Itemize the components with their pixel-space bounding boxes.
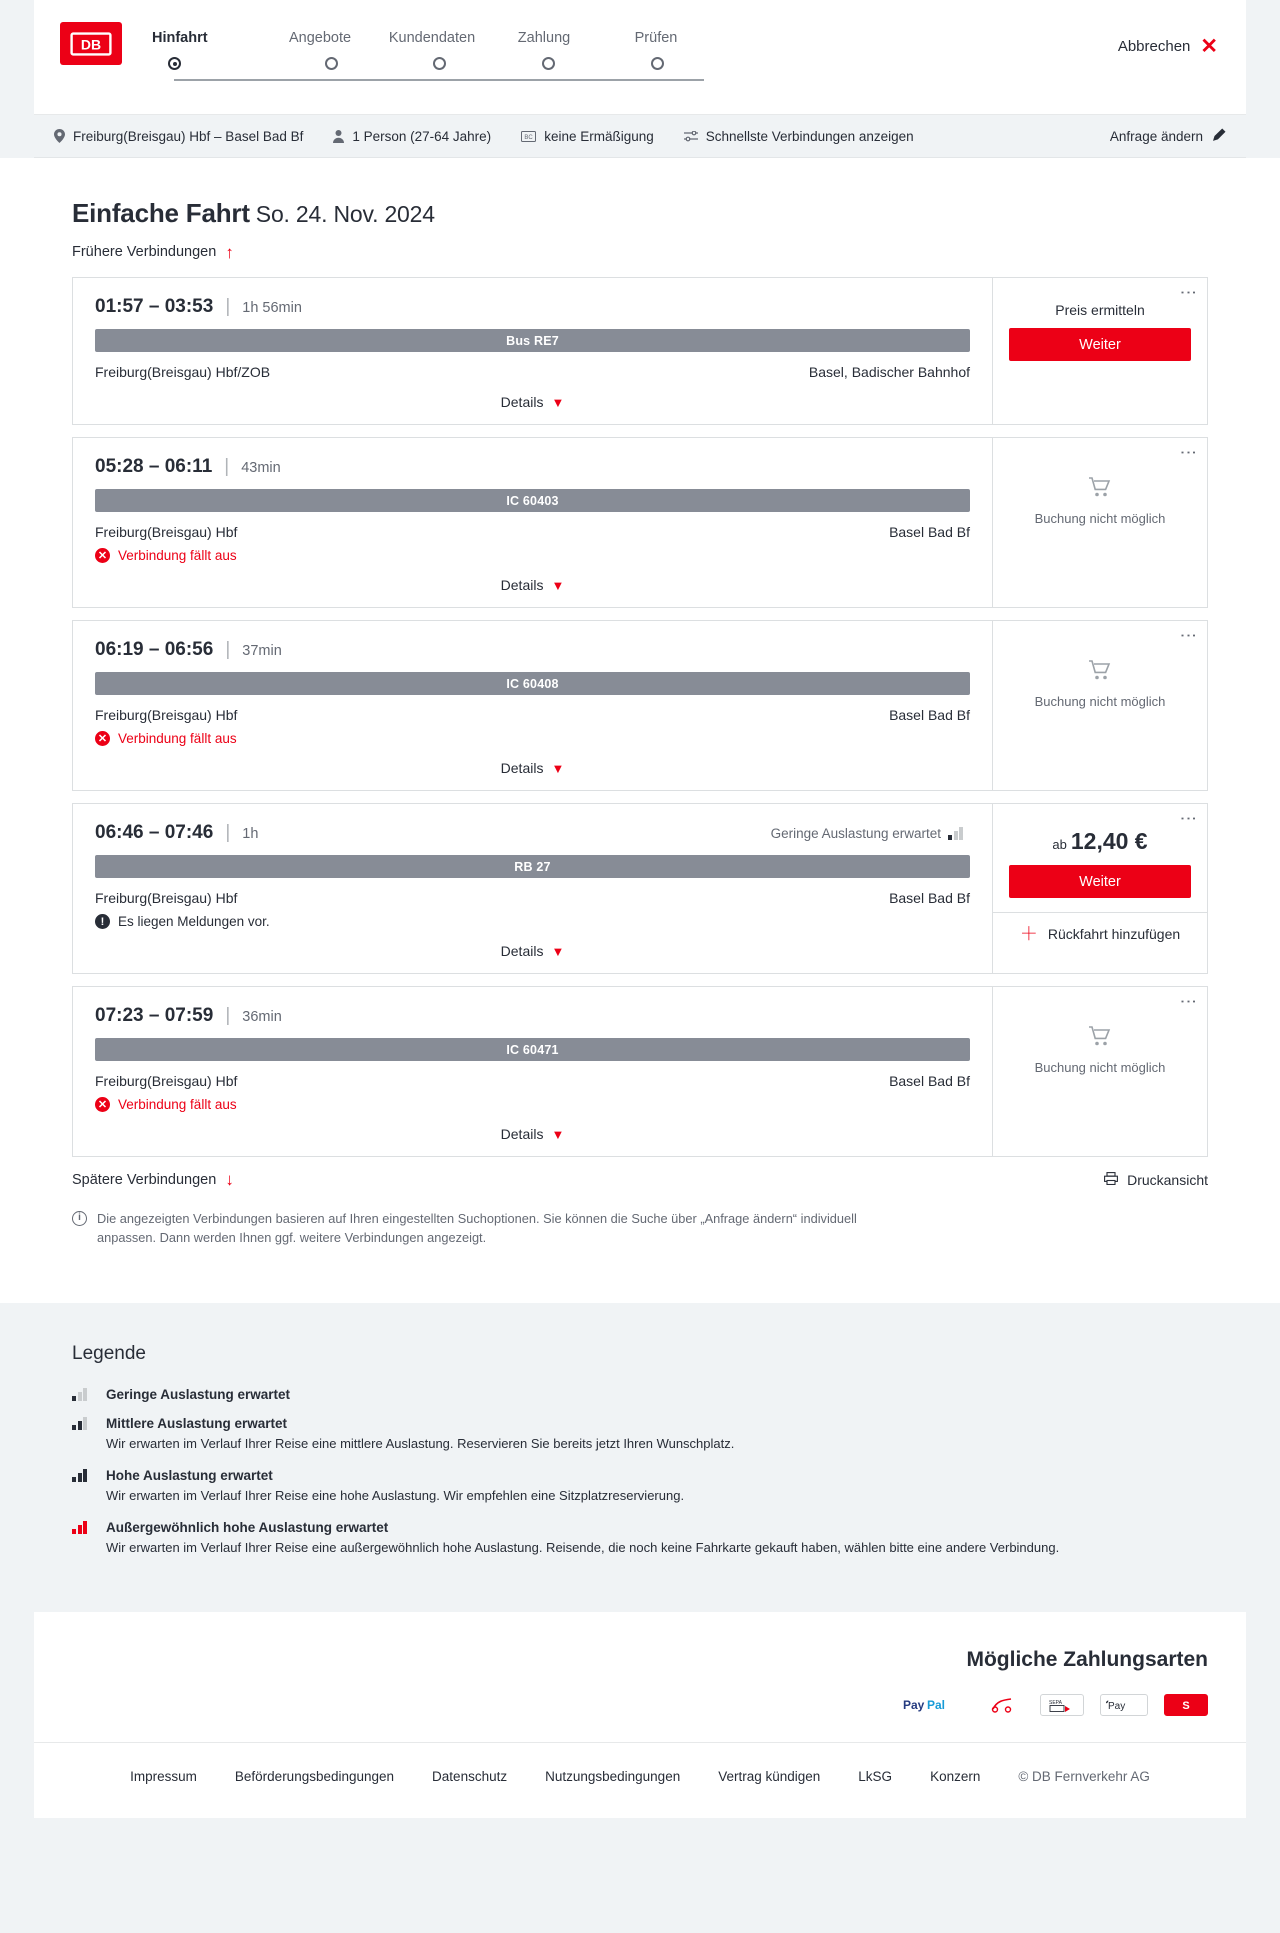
- page-title-date: So. 24. Nov. 2024: [255, 201, 435, 227]
- utilization-bars-icon: [72, 1417, 94, 1430]
- search-info-text: Die angezeigten Verbindungen basieren auf Ihren eingestellten Suchoptionen. Sie können die Suche über „Anfrage ändern“ individuell anpassen. Dann werden Ihnen ggf. weitere Verbindungen angezeigt.: [97, 1211, 857, 1245]
- summary-passengers[interactable]: [333, 129, 491, 144]
- connection-time-row: 06:46 – 07:46 | 1h Geringe Auslastung erwartet: [95, 822, 970, 844]
- connection-note-label: Verbindung fällt aus: [118, 731, 237, 746]
- search-info-note: [72, 1210, 862, 1283]
- stepper-line: [174, 79, 704, 81]
- step-label: Angebote: [288, 30, 352, 46]
- step-angebote[interactable]: [264, 30, 376, 46]
- price-pending-label: Preis ermitteln: [1055, 302, 1145, 318]
- step-label: Hinfahrt: [152, 30, 208, 46]
- continue-button[interactable]: Weiter: [1009, 328, 1191, 361]
- more-options-icon[interactable]: ⋮: [1179, 993, 1198, 1010]
- chevron-down-icon: ▼: [551, 760, 565, 776]
- connection-stations: [95, 364, 970, 380]
- details-label: Details: [500, 1126, 544, 1142]
- connection-note: [95, 1097, 970, 1112]
- connection-card[interactable]: [72, 986, 1208, 1157]
- summary-route-label: Freiburg(Breisgau) Hbf – Basel Bad Bf: [73, 128, 304, 144]
- cancel-icon: ✕: [95, 731, 110, 746]
- step-dot-hinfahrt[interactable]: [168, 57, 181, 70]
- no-booking-label: Buchung nicht möglich: [1034, 1060, 1166, 1075]
- no-booking-label: Buchung nicht möglich: [1034, 511, 1166, 526]
- utilization-bars-icon: [72, 1388, 94, 1401]
- footer-link-datenschutz[interactable]: Datenschutz: [432, 1768, 508, 1784]
- step-label: Kundendaten: [388, 30, 476, 46]
- summary-option[interactable]: [684, 129, 914, 144]
- connection-card[interactable]: [72, 437, 1208, 608]
- details-toggle[interactable]: [95, 577, 970, 599]
- legend-item-high: [72, 1468, 1208, 1506]
- details-toggle[interactable]: [95, 943, 970, 965]
- payment-title: Mögliche Zahlungsarten: [966, 1647, 1208, 1671]
- connection-note: [95, 731, 970, 746]
- utilization-bars-icon: [72, 1469, 94, 1482]
- train-label: IC 60408: [506, 676, 559, 691]
- print-view-button[interactable]: [1104, 1172, 1208, 1188]
- station-from: Freiburg(Breisgau) Hbf: [95, 707, 238, 723]
- utilization-label: Geringe Auslastung erwartet: [770, 826, 941, 841]
- apple-pay-icon: [1100, 1694, 1148, 1716]
- train-badge[interactable]: [95, 855, 970, 878]
- more-options-icon[interactable]: ⋮: [1179, 627, 1198, 644]
- connection-duration: 43min: [241, 460, 281, 476]
- station-from: Freiburg(Breisgau) Hbf: [95, 524, 238, 540]
- connection-time-row: 01:57 – 03:53 | 1h 56min: [95, 296, 302, 317]
- train-badge[interactable]: [95, 489, 970, 512]
- close-icon[interactable]: ✕: [1200, 35, 1218, 58]
- details-toggle[interactable]: [95, 394, 970, 416]
- connection-time-row: 06:19 – 06:56 | 37min: [95, 639, 282, 660]
- earlier-connections-button[interactable]: [72, 244, 234, 261]
- price-prefix: ab: [1052, 837, 1067, 852]
- step-zahlung[interactable]: [488, 30, 600, 46]
- train-label: RB 27: [514, 859, 551, 874]
- connection-time-row: 05:28 – 06:11 | 43min: [95, 456, 281, 477]
- legend-item-label: Außergewöhnlich hohe Auslastung erwartet: [106, 1519, 389, 1535]
- connection-time: 07:23 – 07:59: [95, 1005, 214, 1026]
- legend-item-desc: Wir erwarten im Verlauf Ihrer Reise eine außergewöhnlich hohe Auslastung. Reisende, die noch keine Fahrkarte gekauft haben, wählen bitte eine andere Verbindung.: [106, 1539, 1060, 1555]
- change-request-label: Anfrage ändern: [1109, 128, 1203, 144]
- more-options-icon[interactable]: ⋮: [1179, 810, 1198, 827]
- train-label: IC 60403: [506, 493, 559, 508]
- station-to: Basel, Badischer Bahnhof: [808, 364, 970, 380]
- price-amount: 12,40 €: [1070, 828, 1148, 854]
- footer-link-nutzungsbedingungen[interactable]: Nutzungsbedingungen: [545, 1768, 681, 1784]
- connection-time: 01:57 – 03:53: [95, 296, 214, 317]
- legend-item-label: Geringe Auslastung erwartet: [106, 1387, 291, 1403]
- connection-stations: [95, 707, 970, 723]
- earlier-connections-label: Frühere Verbindungen: [72, 244, 217, 260]
- details-label: Details: [500, 760, 544, 776]
- plus-icon: ＋: [1019, 924, 1038, 944]
- continue-button[interactable]: Weiter: [1009, 865, 1191, 898]
- station-to: Basel Bad Bf: [889, 524, 970, 540]
- chevron-down-icon: ▼: [551, 943, 565, 959]
- connection-duration: 1h: [242, 826, 259, 842]
- legend-item-desc: Wir erwarten im Verlauf Ihrer Reise eine mittlere Auslastung. Reservieren Sie bereits jetzt Ihren Wunschplatz.: [106, 1436, 735, 1452]
- chevron-down-icon: ▼: [551, 394, 565, 410]
- details-label: Details: [500, 943, 544, 959]
- cancel-icon: ✕: [95, 548, 110, 563]
- station-to: Basel Bad Bf: [889, 890, 970, 906]
- summary-option-label: Schnellste Verbindungen anzeigen: [705, 128, 914, 144]
- station-to: Basel Bad Bf: [889, 707, 970, 723]
- svg-text:SEPA: SEPA: [1049, 1699, 1062, 1706]
- bahncard-icon: [521, 131, 536, 142]
- station-from: Freiburg(Breisgau) Hbf: [95, 1073, 238, 1089]
- legend-item-medium: [72, 1416, 1208, 1454]
- connection-note-label: Verbindung fällt aus: [118, 548, 237, 563]
- summary-passengers-label: 1 Person (27-64 Jahre): [352, 128, 492, 144]
- person-icon: [333, 130, 344, 143]
- sofort-icon: [1164, 1694, 1208, 1716]
- legend-item-desc: Wir erwarten im Verlauf Ihrer Reise eine hohe Auslastung. Wir empfehlen eine Sitzplatzreservierung.: [106, 1487, 685, 1503]
- page-title-text: Einfache Fahrt: [72, 198, 250, 228]
- chevron-down-icon: ▼: [551, 577, 565, 593]
- no-booking-label: Buchung nicht möglich: [1034, 694, 1166, 709]
- connection-card[interactable]: [72, 620, 1208, 791]
- summary-route[interactable]: [54, 129, 303, 144]
- location-pin-icon: [54, 129, 65, 143]
- utilization-bars-icon: [72, 1521, 94, 1534]
- credit-card-icon: [980, 1694, 1024, 1716]
- legend-item-low: [72, 1387, 1208, 1402]
- connection-stations: [95, 524, 970, 540]
- sepa-icon: [1040, 1694, 1084, 1716]
- cart-crossed-icon: [1088, 1025, 1112, 1052]
- utilization-bars-icon: [948, 827, 970, 840]
- connection-card[interactable]: [72, 803, 1208, 974]
- footer-link-impressum[interactable]: Impressum: [130, 1768, 197, 1784]
- connection-time: 06:19 – 06:56: [95, 639, 214, 660]
- info-icon: i: [72, 1211, 87, 1226]
- more-options-icon[interactable]: ⋮: [1179, 284, 1198, 301]
- details-label: Details: [500, 577, 544, 593]
- search-summary-bar: [34, 115, 1246, 158]
- more-options-icon[interactable]: ⋮: [1179, 444, 1198, 461]
- printer-icon: [1104, 1172, 1118, 1188]
- station-from: Freiburg(Breisgau) Hbf/ZOB: [95, 364, 271, 380]
- connection-stations: [95, 1073, 970, 1089]
- connection-duration: 36min: [242, 1009, 282, 1025]
- connection-time: 05:28 – 06:11: [95, 456, 213, 477]
- checkout-stepper: [152, 22, 712, 70]
- legend-item-very-high: [72, 1520, 1208, 1558]
- connections-list: [72, 277, 1208, 1157]
- payment-methods-section: [34, 1612, 1246, 1742]
- app-header: [34, 0, 1246, 115]
- step-dot-angebote[interactable]: [325, 57, 338, 70]
- train-label: IC 60471: [506, 1042, 559, 1057]
- utilization-indicator: [771, 826, 970, 841]
- connection-stations: [95, 890, 970, 906]
- connection-note-label: Verbindung fällt aus: [118, 1097, 237, 1112]
- svg-text:DB: DB: [80, 36, 102, 52]
- train-badge[interactable]: [95, 672, 970, 695]
- svg-text:Pay: Pay: [1108, 1700, 1126, 1712]
- legend-item-label: Hohe Auslastung erwartet: [106, 1467, 273, 1483]
- later-connections-label: Spätere Verbindungen: [72, 1171, 217, 1188]
- arrow-down-icon: ↓: [225, 1170, 234, 1189]
- step-pruefen[interactable]: [600, 30, 712, 46]
- step-dot-zahlung[interactable]: [542, 57, 555, 70]
- train-badge[interactable]: [95, 329, 970, 352]
- footer-link-konzern[interactable]: Konzern: [930, 1768, 981, 1784]
- connection-duration: 1h 56min: [242, 300, 302, 316]
- footer-link-befoerderungsbedingungen[interactable]: Beförderungsbedingungen: [234, 1768, 395, 1784]
- step-label: Prüfen: [634, 30, 678, 46]
- details-toggle[interactable]: [95, 760, 970, 782]
- add-return-trip-button[interactable]: [993, 912, 1207, 955]
- legend-item-label: Mittlere Auslastung erwartet: [106, 1416, 288, 1432]
- station-to: Basel Bad Bf: [889, 1073, 970, 1089]
- footer-link-vertrag-kuendigen[interactable]: Vertrag kündigen: [718, 1768, 821, 1784]
- station-from: Freiburg(Breisgau) Hbf: [95, 890, 238, 906]
- cancel-button[interactable]: [1118, 36, 1218, 57]
- connection-note: [95, 548, 970, 563]
- footer-copyright: © DB Fernverkehr AG: [1018, 1768, 1150, 1784]
- footer-link-lksg[interactable]: LkSG: [858, 1768, 893, 1784]
- cancel-icon: ✕: [95, 1097, 110, 1112]
- step-kundendaten[interactable]: [376, 30, 488, 46]
- connection-note-label: Es liegen Meldungen vor.: [118, 914, 270, 929]
- connection-time-row: 07:23 – 07:59 | 36min: [95, 1005, 282, 1026]
- train-label: Bus RE7: [506, 333, 559, 348]
- details-label: Details: [500, 394, 544, 410]
- print-view-label: Druckansicht: [1127, 1171, 1208, 1188]
- cart-crossed-icon: [1088, 659, 1112, 686]
- price-value: [1052, 828, 1147, 855]
- filter-icon: [684, 131, 698, 142]
- legend-section: [0, 1303, 1280, 1612]
- db-logo-icon[interactable]: [60, 22, 122, 65]
- add-return-trip-label: Rückfahrt hinzufügen: [1047, 926, 1181, 942]
- main-content: [0, 158, 1280, 1303]
- connection-time: 06:46 – 07:46: [95, 822, 214, 843]
- legend-title: Legende: [72, 1343, 146, 1365]
- pencil-icon[interactable]: [1213, 128, 1226, 144]
- connection-card[interactable]: [72, 277, 1208, 425]
- chevron-down-icon: ▼: [551, 1126, 565, 1142]
- change-request-button[interactable]: [1110, 128, 1226, 144]
- summary-discount[interactable]: [521, 129, 654, 144]
- arrow-up-icon: ↑: [225, 242, 234, 262]
- later-connections-button[interactable]: [72, 1171, 234, 1188]
- svg-text:BC: BC: [524, 134, 533, 141]
- svg-text:Pay: Pay: [903, 1697, 925, 1712]
- cancel-label: Abbrechen: [1117, 38, 1191, 55]
- cart-crossed-icon: [1088, 476, 1112, 503]
- page-title: [72, 198, 1208, 229]
- step-hinfahrt[interactable]: [152, 30, 264, 46]
- step-dot-kundendaten[interactable]: [433, 57, 446, 70]
- connection-note: [95, 914, 970, 929]
- connection-duration: 37min: [242, 643, 282, 659]
- info-icon: !: [95, 914, 110, 929]
- summary-discount-label: keine Ermäßigung: [544, 128, 654, 144]
- train-badge[interactable]: [95, 1038, 970, 1061]
- paypal-icon: [898, 1694, 964, 1716]
- page-footer: [34, 1742, 1246, 1818]
- svg-text:S: S: [1182, 1699, 1190, 1712]
- svg-text:Pal: Pal: [927, 1697, 946, 1712]
- step-dot-pruefen[interactable]: [651, 57, 664, 70]
- step-label: Zahlung: [517, 30, 571, 46]
- details-toggle[interactable]: [95, 1126, 970, 1148]
